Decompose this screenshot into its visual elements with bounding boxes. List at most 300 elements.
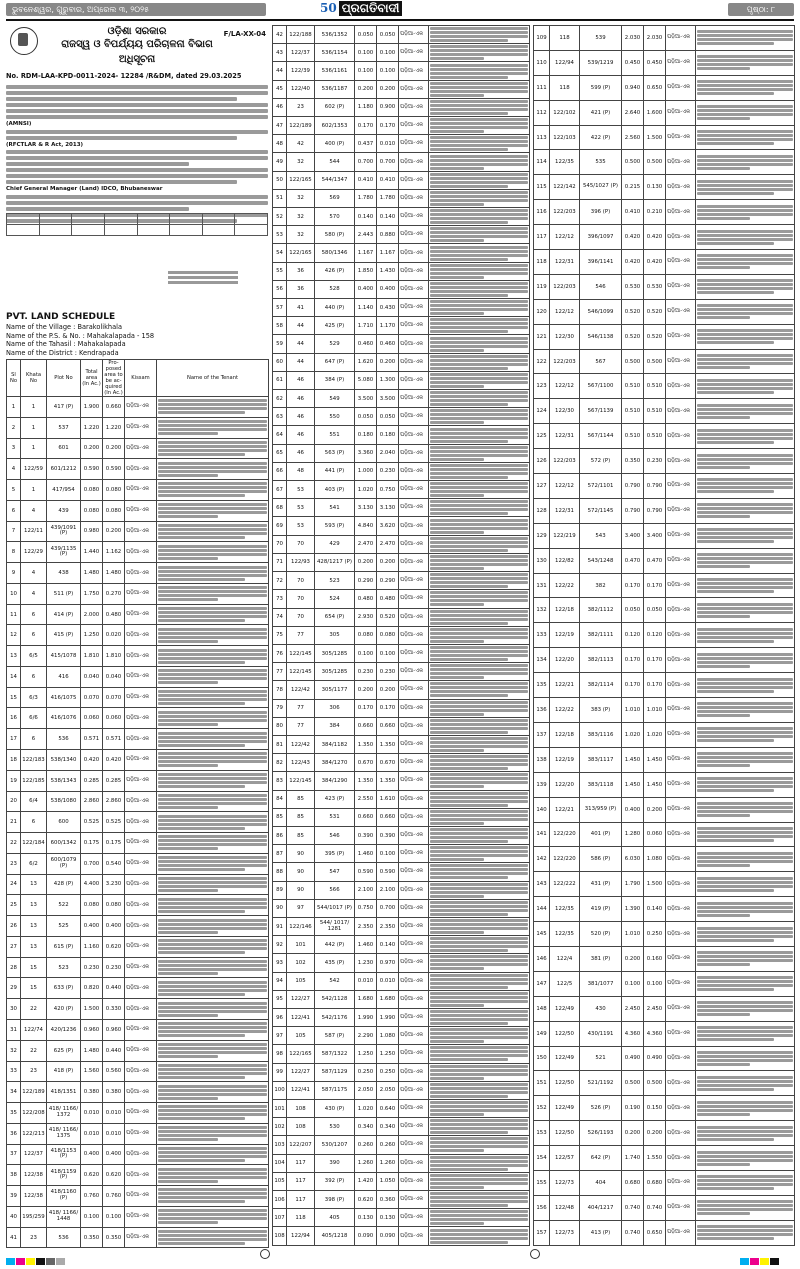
- table-row: [534, 449, 795, 474]
- total-area-cell: 0.660: [355, 808, 377, 826]
- serial-cell: 1: [7, 397, 21, 418]
- khata-cell: 122/27: [287, 990, 315, 1008]
- proposed-area-cell: 0.530: [644, 274, 666, 299]
- khata-cell: 122/203: [550, 200, 580, 225]
- serial-cell: 12: [7, 625, 21, 646]
- table-row: [7, 646, 269, 667]
- table-row: [7, 1206, 269, 1227]
- kissam-cell: ପଡ଼ିଆ-ଏକ: [399, 371, 429, 389]
- kissam-cell: ପଡ଼ିଆ-ଏକ: [666, 797, 696, 822]
- khata-cell: 122/57: [550, 1146, 580, 1171]
- khata-cell: 122/5: [550, 971, 580, 996]
- proposed-area-cell: 1.600: [644, 100, 666, 125]
- serial-cell: 102: [273, 1118, 287, 1136]
- table-row: [7, 936, 269, 957]
- plot-cell: 418/ 1166/ 1372: [47, 1103, 81, 1124]
- tenant-cell: [696, 822, 795, 847]
- table-row: [534, 1170, 795, 1195]
- khata-cell: 32: [287, 189, 315, 207]
- tenant-cell: [429, 972, 530, 990]
- table-row: [534, 399, 795, 424]
- serial-cell: 82: [273, 754, 287, 772]
- khata-cell: 122/18: [550, 598, 580, 623]
- table-row: [534, 225, 795, 250]
- serial-cell: 32: [7, 1040, 21, 1061]
- total-area-cell: 0.490: [622, 1046, 644, 1071]
- serial-cell: 103: [273, 1136, 287, 1154]
- total-area-cell: 1.480: [81, 563, 103, 584]
- plot-cell: 382/1112: [580, 598, 622, 623]
- total-area-cell: 0.940: [622, 75, 644, 100]
- total-area-cell: 0.250: [355, 1063, 377, 1081]
- kissam-cell: ପଡ଼ିଆ-ଏକ: [399, 626, 429, 644]
- proposed-area-cell: 0.400: [103, 1144, 125, 1165]
- serial-cell: 33: [7, 1061, 21, 1082]
- plot-cell: 418/1159 (P): [47, 1165, 81, 1186]
- plot-cell: 418/ 1166/ 1448: [47, 1206, 81, 1227]
- kissam-cell: ପଡ଼ିଆ-ଏକ: [666, 474, 696, 499]
- khata-cell: 122/38: [21, 1165, 47, 1186]
- proposed-area-cell: 1.480: [103, 563, 125, 584]
- proposed-area-cell: 0.970: [377, 954, 399, 972]
- table-row: [273, 936, 530, 954]
- khata-cell: 122/37: [287, 44, 315, 62]
- khata-cell: 77: [287, 717, 315, 735]
- kissam-cell: ପଡ଼ିଆ-ଏକ: [399, 226, 429, 244]
- plot-cell: 417 (P): [47, 397, 81, 418]
- kissam-cell: ପଡ଼ିଆ-ଏକ: [125, 1123, 157, 1144]
- plot-cell: 440 (P): [315, 299, 355, 317]
- total-area-cell: 1.167: [355, 244, 377, 262]
- total-area-cell: 1.740: [622, 1146, 644, 1171]
- khata-cell: 4: [21, 500, 47, 521]
- proposed-area-cell: 0.360: [377, 1191, 399, 1209]
- plot-cell: 429: [315, 535, 355, 553]
- plot-cell: 439: [47, 500, 81, 521]
- total-area-cell: 5.080: [355, 371, 377, 389]
- table-row: [534, 996, 795, 1021]
- tenant-cell: [429, 517, 530, 535]
- total-area-cell: 1.460: [355, 936, 377, 954]
- tenant-cell: [696, 374, 795, 399]
- kissam-cell: ପଡ଼ିଆ-ଏକ: [399, 663, 429, 681]
- schedule-title: PVT. LAND SCHEDULE: [6, 312, 116, 322]
- table-row: [534, 822, 795, 847]
- kissam-cell: ପଡ଼ିଆ-ଏକ: [399, 317, 429, 335]
- tenant-cell: [696, 299, 795, 324]
- table-row: [534, 847, 795, 872]
- tenant-cell: [429, 299, 530, 317]
- total-area-cell: 0.525: [81, 812, 103, 833]
- proposed-area-cell: 0.090: [377, 1227, 399, 1245]
- tenant-cell: [157, 604, 269, 625]
- table-row: [7, 1227, 269, 1248]
- plot-cell: 521: [580, 1046, 622, 1071]
- kissam-cell: ପଡ଼ିଆ-ଏକ: [666, 698, 696, 723]
- table-row: [273, 735, 530, 753]
- tenant-cell: [696, 772, 795, 797]
- table-row: [534, 324, 795, 349]
- proposed-area-cell: 0.590: [377, 863, 399, 881]
- plot-cell: 536/1161: [315, 62, 355, 80]
- table-row: [273, 171, 530, 189]
- proposed-area-cell: 0.470: [644, 548, 666, 573]
- proposed-area-cell: 4.360: [644, 1021, 666, 1046]
- kissam-cell: ପଡ଼ିଆ-ଏକ: [666, 648, 696, 673]
- proposed-area-cell: 0.510: [644, 399, 666, 424]
- plot-cell: 602/1353: [315, 117, 355, 135]
- table-row: [273, 335, 530, 353]
- kissam-cell: ପଡ଼ିଆ-ଏକ: [399, 1099, 429, 1117]
- serial-cell: 150: [534, 1046, 550, 1071]
- tenant-cell: [157, 1040, 269, 1061]
- plot-cell: 384/1182: [315, 735, 355, 753]
- kissam-cell: ପଡ଼ିଆ-ଏକ: [666, 1146, 696, 1171]
- plot-cell: 430 (P): [315, 1099, 355, 1117]
- proposed-area-cell: 0.390: [377, 826, 399, 844]
- total-area-cell: 1.020: [355, 1099, 377, 1117]
- khata-cell: 122/18: [550, 722, 580, 747]
- proposed-area-cell: 0.480: [377, 590, 399, 608]
- proposed-area-cell: 0.420: [644, 250, 666, 275]
- serial-cell: 123: [534, 374, 550, 399]
- table-row: [534, 75, 795, 100]
- plot-cell: 441 (P): [315, 462, 355, 480]
- serial-cell: 126: [534, 449, 550, 474]
- plot-cell: 404/1217: [580, 1195, 622, 1220]
- plot-cell: 543/1248: [580, 548, 622, 573]
- table-row: [7, 978, 269, 999]
- kissam-cell: ପଡ଼ିଆ-ଏକ: [666, 897, 696, 922]
- serial-cell: 7: [7, 521, 21, 542]
- khata-cell: 122/102: [550, 100, 580, 125]
- plot-cell: 520 (P): [580, 922, 622, 947]
- plot-cell: 400 (P): [315, 135, 355, 153]
- table-row: [273, 208, 530, 226]
- serial-cell: 63: [273, 408, 287, 426]
- total-area-cell: 1.560: [81, 1061, 103, 1082]
- proposed-area-cell: 0.060: [103, 708, 125, 729]
- tenant-cell: [157, 936, 269, 957]
- kissam-cell: ପଡ଼ିଆ-ଏକ: [399, 44, 429, 62]
- tenant-cell: [696, 548, 795, 573]
- khata-cell: 4: [21, 563, 47, 584]
- plot-cell: 383/1117: [580, 747, 622, 772]
- proposed-area-cell: 0.420: [103, 750, 125, 771]
- table-row: [7, 770, 269, 791]
- tenant-cell: [157, 666, 269, 687]
- total-area-cell: 0.680: [622, 1170, 644, 1195]
- proposed-area-cell: 0.050: [377, 408, 399, 426]
- page-number: ପୃଷ୍ଠା: ୮: [728, 3, 794, 16]
- act-ref: (RFCTLAR & R Act, 2013): [6, 141, 84, 148]
- tenant-cell: [429, 1118, 530, 1136]
- serial-cell: 3: [7, 438, 21, 459]
- schedule-table-3: [533, 25, 795, 1246]
- tenant-cell: [429, 808, 530, 826]
- kissam-cell: ପଡ଼ିଆ-ଏକ: [125, 957, 157, 978]
- total-area-cell: 0.410: [355, 171, 377, 189]
- total-area-cell: 0.080: [81, 895, 103, 916]
- kissam-cell: ପଡ଼ିଆ-ଏକ: [666, 847, 696, 872]
- plot-cell: 654 (P): [315, 608, 355, 626]
- plot-cell: 536: [47, 1227, 81, 1248]
- tenant-cell: [429, 1099, 530, 1117]
- khata-cell: 53: [287, 499, 315, 517]
- kissam-cell: ପଡ଼ିଆ-ଏକ: [666, 922, 696, 947]
- tenant-cell: [696, 897, 795, 922]
- serial-cell: 142: [534, 847, 550, 872]
- total-area-cell: 0.090: [355, 1227, 377, 1245]
- khata-cell: 85: [287, 826, 315, 844]
- kissam-cell: ପଡ଼ିଆ-ଏକ: [399, 1045, 429, 1063]
- total-area-cell: 2.930: [355, 608, 377, 626]
- khata-cell: 6/2: [21, 853, 47, 874]
- plot-cell: 544: [315, 153, 355, 171]
- proposed-area-cell: 0.510: [644, 374, 666, 399]
- total-area-cell: 3.130: [355, 499, 377, 517]
- khata-cell: 122/41: [287, 1008, 315, 1026]
- proposed-area-cell: 0.500: [644, 1071, 666, 1096]
- total-area-cell: 1.260: [355, 1154, 377, 1172]
- serial-cell: 10: [7, 583, 21, 604]
- tenant-cell: [696, 150, 795, 175]
- khata-cell: 122/93: [287, 553, 315, 571]
- total-area-cell: 2.350: [355, 917, 377, 935]
- table-row: [273, 517, 530, 535]
- khata-cell: 122/27: [287, 1063, 315, 1081]
- tenant-cell: [429, 1154, 530, 1172]
- khata-cell: 122/142: [550, 175, 580, 200]
- total-area-cell: 0.285: [81, 770, 103, 791]
- proposed-area-cell: 0.120: [644, 623, 666, 648]
- dept-title: ରାଜସ୍ୱ ଓ ବିପର୍ଯ୍ୟୟ ପରିଚାଳନା ବିଭାଗ: [61, 39, 213, 50]
- proposed-area-cell: 0.250: [377, 1063, 399, 1081]
- proposed-area-cell: 0.080: [103, 480, 125, 501]
- plot-cell: 642 (P): [580, 1146, 622, 1171]
- proposed-area-cell: 1.500: [644, 125, 666, 150]
- khata-cell: 23: [287, 98, 315, 116]
- total-area-cell: 0.420: [622, 225, 644, 250]
- proposed-area-cell: 3.500: [377, 390, 399, 408]
- khata-cell: 122/222: [550, 872, 580, 897]
- table-row: [273, 663, 530, 681]
- proposed-area-cell: 0.140: [377, 936, 399, 954]
- serial-cell: 13: [7, 646, 21, 667]
- proposed-area-cell: 1.680: [377, 990, 399, 1008]
- proposed-area-cell: 0.680: [644, 1170, 666, 1195]
- total-area-cell: 0.790: [622, 474, 644, 499]
- proposed-area-cell: 0.640: [377, 1099, 399, 1117]
- serial-cell: 64: [273, 426, 287, 444]
- tenant-cell: [157, 459, 269, 480]
- serial-cell: 28: [7, 957, 21, 978]
- total-area-cell: 0.750: [355, 899, 377, 917]
- kissam-cell: ପଡ଼ିଆ-ଏକ: [399, 1063, 429, 1081]
- tenant-cell: [157, 729, 269, 750]
- proposed-area-cell: 0.500: [644, 150, 666, 175]
- kissam-cell: ପଡ଼ିଆ-ଏକ: [666, 150, 696, 175]
- khata-cell: 6: [21, 812, 47, 833]
- total-area-cell: 1.350: [355, 772, 377, 790]
- proposed-area-cell: 0.571: [103, 729, 125, 750]
- plot-cell: 439/1091 (P): [47, 521, 81, 542]
- table-row: [273, 1209, 530, 1227]
- khata-cell: 118: [550, 26, 580, 51]
- kissam-cell: ପଡ଼ିଆ-ଏକ: [125, 978, 157, 999]
- proposed-area-cell: 0.080: [103, 500, 125, 521]
- tenant-cell: [429, 335, 530, 353]
- khata-cell: 13: [21, 874, 47, 895]
- table-row: [7, 791, 269, 812]
- table-row: [273, 808, 530, 826]
- kissam-cell: ପଡ଼ିଆ-ଏକ: [399, 553, 429, 571]
- proposed-area-cell: 0.070: [103, 687, 125, 708]
- khata-cell: 117: [287, 1191, 315, 1209]
- kissam-cell: ପଡ଼ିଆ-ଏକ: [666, 598, 696, 623]
- table-row: [534, 349, 795, 374]
- khata-cell: 122/22: [550, 698, 580, 723]
- kissam-cell: ପଡ଼ିଆ-ଏକ: [666, 100, 696, 125]
- kissam-cell: ପଡ଼ିଆ-ଏକ: [399, 499, 429, 517]
- tenant-cell: [429, 881, 530, 899]
- proposed-area-cell: 0.540: [103, 853, 125, 874]
- plot-cell: 425 (P): [315, 317, 355, 335]
- gov-title: ଓଡ଼ିଶା ସରକାର: [107, 26, 167, 37]
- khata-cell: 195/259: [21, 1206, 47, 1227]
- total-area-cell: 0.100: [355, 62, 377, 80]
- tenant-cell: [429, 608, 530, 626]
- proposed-area-cell: 0.790: [644, 474, 666, 499]
- proposed-area-cell: 0.250: [644, 922, 666, 947]
- table-row: [534, 1071, 795, 1096]
- plot-cell: 615 (P): [47, 936, 81, 957]
- tenant-cell: [157, 625, 269, 646]
- total-area-cell: 1.620: [355, 353, 377, 371]
- proposed-area-cell: 0.330: [103, 999, 125, 1020]
- plot-cell: 418 (P): [47, 1061, 81, 1082]
- tenant-cell: [157, 708, 269, 729]
- serial-cell: 143: [534, 872, 550, 897]
- total-area-cell: 0.120: [622, 623, 644, 648]
- table-row: [273, 262, 530, 280]
- total-area-cell: 3.400: [622, 523, 644, 548]
- table-row: [534, 1096, 795, 1121]
- plot-cell: 542/1128: [315, 990, 355, 1008]
- khata-cell: 108: [287, 1099, 315, 1117]
- khata-cell: 118: [550, 75, 580, 100]
- kissam-cell: ପଡ଼ିଆ-ଏକ: [125, 833, 157, 854]
- table-row: [273, 881, 530, 899]
- tenant-cell: [429, 699, 530, 717]
- tenant-cell: [429, 444, 530, 462]
- kissam-cell: ପଡ଼ିଆ-ଏକ: [125, 853, 157, 874]
- tenant-cell: [696, 1096, 795, 1121]
- serial-cell: 83: [273, 772, 287, 790]
- table-row: [273, 572, 530, 590]
- kissam-cell: ପଡ଼ିଆ-ଏକ: [666, 399, 696, 424]
- tenant-cell: [157, 563, 269, 584]
- serial-cell: 127: [534, 474, 550, 499]
- total-area-cell: 1.900: [81, 397, 103, 418]
- kissam-cell: ପଡ଼ିଆ-ଏକ: [399, 98, 429, 116]
- table-row: [273, 462, 530, 480]
- table-row: [273, 954, 530, 972]
- table-row: [273, 972, 530, 990]
- total-area-cell: 2.100: [355, 881, 377, 899]
- table-row: [534, 523, 795, 548]
- table-row: [273, 899, 530, 917]
- serial-cell: 42: [273, 26, 287, 44]
- total-area-cell: 0.230: [81, 957, 103, 978]
- table-row: [534, 125, 795, 150]
- serial-cell: 66: [273, 462, 287, 480]
- proposed-area-cell: 0.340: [377, 1118, 399, 1136]
- khata-cell: 41: [287, 299, 315, 317]
- proposed-area-cell: 0.520: [377, 608, 399, 626]
- table-row: [534, 299, 795, 324]
- kissam-cell: ପଡ଼ିଆ-ଏକ: [125, 1186, 157, 1207]
- tenant-cell: [429, 1027, 530, 1045]
- table-row: [534, 424, 795, 449]
- total-area-cell: 2.000: [81, 604, 103, 625]
- tenant-cell: [429, 189, 530, 207]
- total-area-cell: 0.180: [355, 426, 377, 444]
- kissam-cell: ପଡ଼ିଆ-ଏକ: [399, 26, 429, 44]
- proposed-area-cell: 0.410: [377, 171, 399, 189]
- serial-cell: 97: [273, 1027, 287, 1045]
- serial-cell: 88: [273, 863, 287, 881]
- schedule-table-1: [6, 359, 269, 1248]
- total-area-cell: 1.500: [81, 999, 103, 1020]
- table-row: [273, 790, 530, 808]
- total-area-cell: 4.360: [622, 1021, 644, 1046]
- plot-cell: 305/1285: [315, 644, 355, 662]
- proposed-area-cell: 0.020: [103, 625, 125, 646]
- table-row: [7, 812, 269, 833]
- proposed-area-cell: 0.740: [644, 1195, 666, 1220]
- plot-cell: 414 (P): [47, 604, 81, 625]
- kissam-cell: ପଡ଼ିଆ-ଏକ: [125, 521, 157, 542]
- total-area-cell: 0.170: [622, 648, 644, 673]
- total-area-cell: 0.290: [355, 572, 377, 590]
- khata-cell: 122/12: [550, 299, 580, 324]
- kissam-cell: ପଡ଼ିଆ-ଏକ: [399, 590, 429, 608]
- plot-cell: 563 (P): [315, 444, 355, 462]
- tenant-cell: [696, 200, 795, 225]
- khata-cell: 122/12: [550, 225, 580, 250]
- tenant-cell: [157, 957, 269, 978]
- plot-cell: 382: [580, 573, 622, 598]
- table-row: [534, 250, 795, 275]
- tenant-cell: [429, 208, 530, 226]
- total-area-cell: 2.050: [355, 1081, 377, 1099]
- tenant-cell: [429, 317, 530, 335]
- khata-cell: 122/145: [287, 772, 315, 790]
- khata-cell: 122/219: [550, 523, 580, 548]
- proposed-area-cell: 1.080: [377, 1027, 399, 1045]
- kissam-cell: ପଡ଼ିଆ-ଏକ: [666, 75, 696, 100]
- table-row: [273, 408, 530, 426]
- plot-cell: 536/1154: [315, 44, 355, 62]
- table-row: [7, 1061, 269, 1082]
- total-area-cell: 1.750: [81, 583, 103, 604]
- masthead-rule: [6, 19, 794, 21]
- plot-cell: 526/1193: [580, 1121, 622, 1146]
- table-row: [7, 1165, 269, 1186]
- serial-cell: 69: [273, 517, 287, 535]
- proposed-area-cell: 0.790: [644, 498, 666, 523]
